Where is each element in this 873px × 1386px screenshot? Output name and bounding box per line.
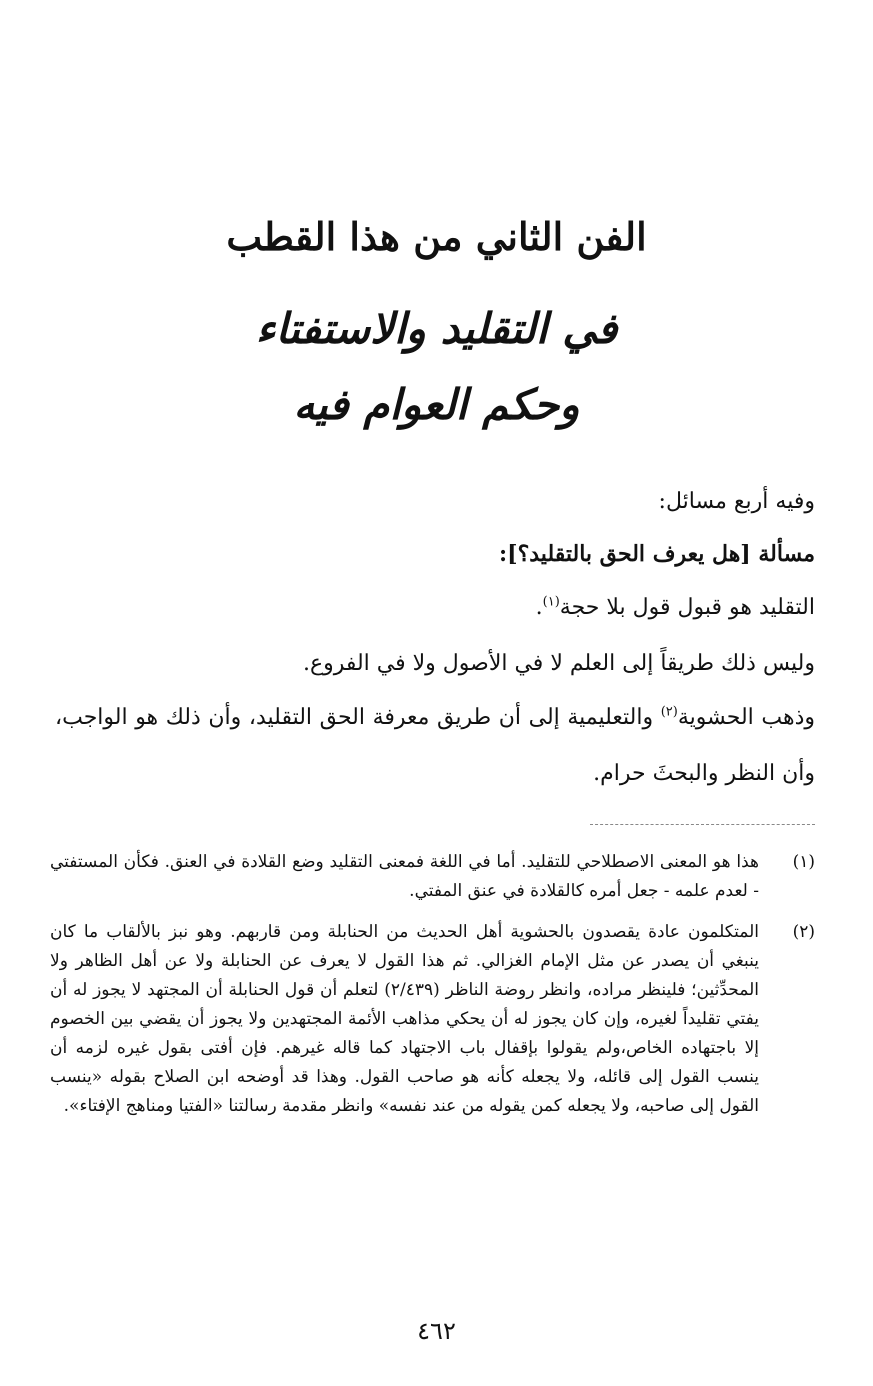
chapter-subtitle-line2: وحكم العوام فيه [293,380,580,429]
footnote-1 [50,848,815,906]
intro-line: وفيه أربع مسائل: [658,489,815,514]
part-title: الفن الثاني من هذا القطب [226,214,647,259]
footnote-ref-2[interactable]: (٢) [660,704,678,720]
paragraph-definition-end: . [535,595,543,620]
footnote-2 [50,918,815,1121]
footnote-2-text: المتكلمون عادة يقصدون بالحشوية أهل الحديث من الحنابلة ومن قاربهم. وهو نبز بالألقاب ما كان ينبغي أن يصدر عن مثل الإمام الغزالي. ثم هذا القول لا يعرف عن الحنابلة ولا عن أهل الظاهر ولا المحدِّثين؛ فلينظر مراده، وانظر روضة الناظر (٢/٤٣٩) لتعلم أن قول الحنابلة أن المجتهد لا يجوز له أن يفتي تقليداً لغيره، وإن كان يجوز له أن يحكي مذاهب الأئمة المجتهدين ولا يجوز أن يقضي بين الخصوم إلا باجتهاده الخاص،ولم يقولوا بإقفال باب الاجتهاد كما قاله غيرهم. فإن أفتى بقول غيره لزمه أن ينسب القول إلى قائله، ولا يجعله كأنه هو صاحب القول. وهذا قد أوضحه ابن الصلاح بقوله «ينسب القول إلى صاحبه، ولا يجعله كمن يقوله من عند نفسه» وانظر مقدمة رسالتنا «الفتيا ومناهج الإفتاء». [50,922,759,1116]
footnote-2-number: (٢) [792,922,815,942]
paragraph-hashwiyya-start: وذهب الحشوية [677,705,816,730]
paragraph-definition-text: التقليد هو قبول قول بلا حجة [559,595,815,620]
paragraph-definition [55,580,815,636]
paragraph-hashwiyya-rest: والتعليمية إلى أن طريق معرفة الحق التقليد، وأن ذلك هو الواجب، وأن النظر والبحثَ حرام. [55,705,815,786]
footnote-ref-1[interactable]: (١) [542,594,560,610]
paragraph-hashwiyya [55,690,815,802]
footnote-1-text: هذا هو المعنى الاصطلاحي للتقليد. أما في اللغة فمعنى التقليد وضع القلادة في العنق. فكأن المستفتي - لعدم علمه - جعل أمره كالقلادة في عنق المفتي. [50,852,759,901]
paragraph-not-a-path: وليس ذلك طريقاً إلى العلم لا في الأصول ولا في الفروع. [302,651,815,676]
footnote-separator [590,824,815,825]
footnote-1-number: (١) [792,852,815,872]
chapter-subtitle-line1: في التقليد والاستفتاء [255,304,618,353]
question-heading: مسألة [هل يعرف الحق بالتقليد؟]: [499,541,815,567]
page-number: ٤٦٢ [417,1317,456,1345]
